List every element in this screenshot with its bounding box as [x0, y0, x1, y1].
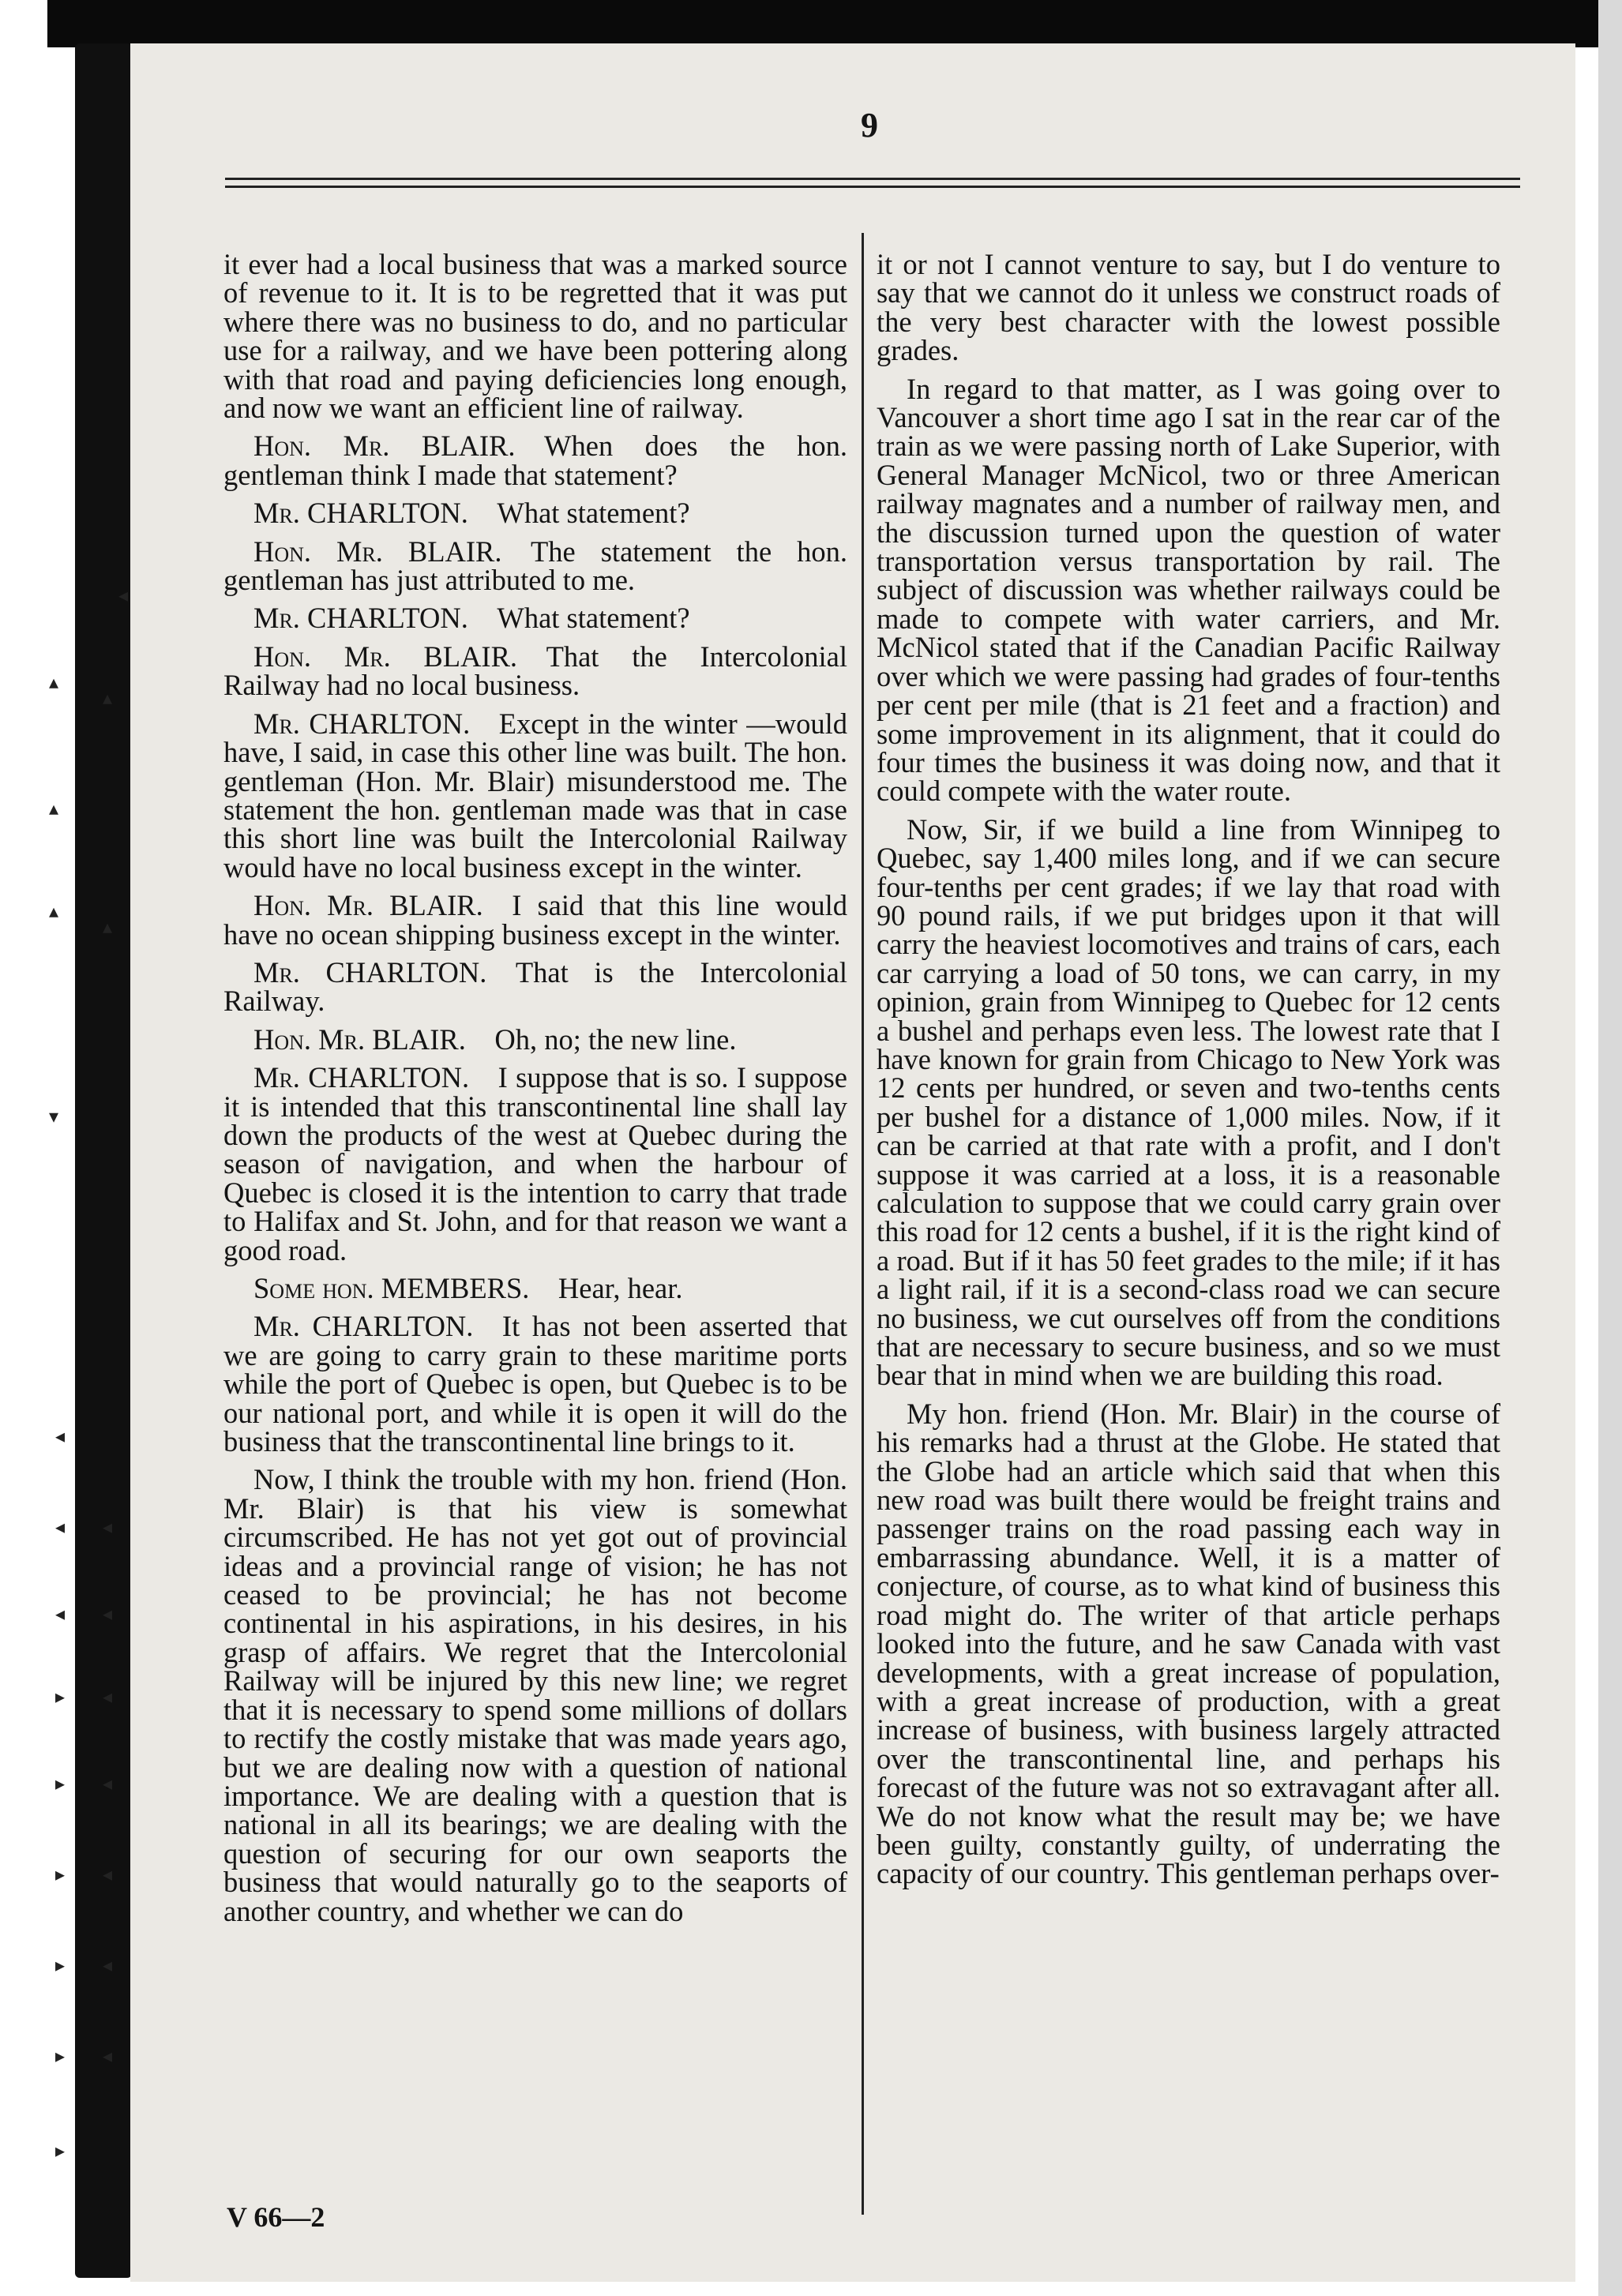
paragraph: [877, 250, 1500, 366]
paragraph: [223, 1022, 847, 1056]
paragraph: [223, 1274, 847, 1303]
speaker-name: Hon. Mr. BLAIR.: [253, 535, 502, 568]
paragraph-text: That is the Intercolonial Railway.: [223, 955, 847, 1018]
margin-mark: ◂: [118, 584, 129, 606]
margin-mark: ◂: [103, 2045, 113, 2067]
paragraph: [223, 432, 847, 490]
speaker-name: Mr. CHARLTON.: [253, 602, 468, 635]
paragraph: [223, 1465, 847, 1926]
left-column: [223, 250, 847, 1935]
paragraph-text: What statement?: [497, 497, 690, 530]
paragraph: [877, 1397, 1500, 1890]
margin-mark: ▸: [55, 1954, 66, 1976]
scan-border-right: [1598, 0, 1622, 2296]
margin-mark: ▸: [55, 1863, 66, 1885]
paragraph-text: I suppose that is so. I suppose it is intended that this transcontinental line shall lay down the products of the west at Quebec during the season of navigation, and when the harbour of Quebec is closed it is the intention to carry that trade to Halifax and St. John, and for that reason we want a good road.: [223, 1061, 847, 1266]
paragraph: [223, 1061, 847, 1266]
paragraph-text: Except in the winter —would have, I said, in case this other line was built. The hon. gentleman (Hon. Mr. Blair) misunderstood me. The statement the hon. gentleman made was that in case this short line was built the Intercolonial Railway would have no local business except in the winter.: [223, 707, 847, 884]
paragraph-text: The statement the hon. gentleman has just attributed to me.: [223, 535, 847, 597]
paragraph: [877, 372, 1500, 808]
speaker-name: Hon. Mr. BLAIR.: [253, 1022, 466, 1056]
margin-mark: ▸: [55, 1773, 66, 1795]
paragraph-text: it or not I cannot venture to say, but I do venture to say that we cannot do it unless we construct roads of the very best character with the lowest possible grades.: [877, 248, 1500, 367]
margin-mark: ▴: [49, 671, 59, 693]
paragraph: [223, 497, 847, 530]
margin-mark: ◂: [103, 1863, 113, 1885]
margin-mark: ◂: [55, 1516, 66, 1538]
paragraph: [223, 248, 847, 425]
speaker-name: Some hon. MEMBERS.: [253, 1272, 530, 1304]
paragraph-text: That the Intercolonial Railway had no local business.: [223, 640, 847, 702]
paragraph-text: Oh, no; the new line.: [494, 1022, 737, 1056]
paragraph: [223, 535, 847, 597]
speaker-name: Hon. Mr. BLAIR.: [253, 640, 518, 673]
speaker-name: Mr. CHARLTON.: [253, 955, 487, 989]
margin-mark: ◂: [103, 1954, 113, 1976]
margin-mark: ◂: [103, 1773, 113, 1795]
paragraph-text: Hear, hear.: [558, 1272, 683, 1304]
paragraph: [223, 640, 847, 702]
paragraph: [877, 812, 1500, 1392]
speaker-name: Mr. CHARLTON.: [253, 497, 468, 530]
margin-mark: ▸: [55, 2045, 66, 2067]
speaker-name: Hon. Mr. BLAIR.: [253, 889, 483, 922]
header-rule-bottom: [225, 186, 1520, 188]
paragraph-text: What statement?: [497, 602, 690, 635]
paragraph-text: When does the hon. gentleman think I made that statement?: [223, 430, 847, 491]
paragraph-text: In regard to that matter, as I was going over to Vancouver a short time ago I sat in the rear car of the train as we were passing north of Lake Superior, with General Manager McNicol, two or three American railway magnates and a number of railway men, and the discussion turned upon the question of water transportation versus transportation by rail. The subject of discussion was whether railways could be made to compete with water carriers, and Mr. McNicol stated that if the Canadian Pacific Railway over which we were passing had grades of four-tenths per cent per mile (that is 21 feet and a fraction) and some improvement in its alignment, that it could do four times the business it was doing now, and that it could compete with the water route.: [877, 372, 1500, 808]
paragraph: [223, 1312, 847, 1456]
margin-marks: [0, 0, 130, 2296]
page-number: 9: [861, 106, 878, 144]
speaker-name: Hon. Mr. BLAIR.: [253, 430, 516, 463]
margin-mark: ◂: [103, 1516, 113, 1538]
margin-mark: ▾: [49, 1105, 59, 1127]
scan-border-top: [0, 0, 1622, 47]
paragraph-text: My hon. friend (Hon. Mr. Blair) in the course of his remarks had a thrust at the Globe. He stated that the Globe had an article which said that when this new road was built there would be freight trains and passenger trains on the road passing each way in embarrassing abundance. Well, it is a matter of conjecture, of course, as to what kind of business this road might do. The writer of that article perhaps looked into the future, and he saw Canada with vast developments, with a great increase of population, with a great increase of production, with a great increase of business, with business largely attracted over the transcontinental line, and perhaps his forecast of the future was not so extravagant after all. We do not know what the result may be; we have been guilty, constantly guilty, of underrating the capacity of our country. This gentleman perhaps over-: [877, 1397, 1500, 1890]
paragraph: [223, 707, 847, 884]
paragraph: [223, 955, 847, 1018]
paragraph-text: it ever had a local business that was a marked source of revenue to it. It is to be regretted that it was put where there was no business to do, and no particular use for a railway, and we have been pottering along with that road and paying deficiencies long enough, and now we want an efficient line of railway.: [223, 248, 847, 425]
header-rule-top: [225, 178, 1520, 180]
paragraph: [223, 602, 847, 635]
margin-mark: ◂: [103, 1603, 113, 1625]
paragraph-text: Now, Sir, if we build a line from Winnipeg to Quebec, say 1,400 miles long, and if we can secure four-tenths per cent grades; if we lay that road with 90 pound rails, if we put bridges upon it that will carry the heaviest locomotives and trains of cars, each car carrying a load of 50 tons, we can carry, in my opinion, grain from Winnipeg to Quebec for 12 cents a bushel and perhaps even less. The lowest rate that I have known for grain from Chicago to New York was 12 cents per hundred, or seven and two-tenths cents per bushel for a distance of 1,000 miles. Now, if it can be carried at that rate with a profit, and I don't suppose it was carried at a loss, it is a reasonable calculation to suppose that we could carry grain over this road for 12 cents a bushel, if it is the right kind of a road. But if it has 50 feet grades to the mile; if it has a light rail, if it is a second-class road we can secure no business, we cut ourselves off from the conditions that are necessary to secure business, and so we must bear that in mind when we are building this road.: [877, 812, 1500, 1392]
paragraph: [223, 891, 847, 949]
paragraph-text: I said that this line would have no ocean shipping business except in the winter.: [223, 889, 847, 951]
margin-mark: ▴: [49, 900, 59, 922]
margin-mark: ▸: [55, 1686, 66, 1708]
margin-mark: ▴: [103, 687, 113, 709]
column-divider: [862, 233, 864, 2215]
document-page: [130, 43, 1575, 2282]
right-column: [877, 250, 1500, 1898]
margin-mark: ▸: [55, 2140, 66, 2162]
footer-signature: V 66—2: [227, 2201, 325, 2233]
margin-mark: ◂: [55, 1603, 66, 1625]
speaker-name: Mr. CHARLTON.: [253, 707, 471, 740]
margin-mark: ▴: [49, 797, 59, 820]
speaker-name: Mr. CHARLTON.: [253, 1061, 470, 1094]
speaker-name: Mr. CHARLTON.: [253, 1310, 474, 1343]
paragraph-text: Now, I think the trouble with my hon. friend (Hon. Mr. Blair) is that his view is somewhat circumscribed. He has not yet got out of provincial ideas and a provincial range of vision; he has not ceased to be provincial; he has not become continental in his aspirations, in his desires, in his grasp of affairs. We regret that the Intercolonial Railway will be injured by this new line; we regret that it is necessary to spend some millions of dollars to rectify the costly mistake that was made years ago, but we are dealing now with a question of national importance. We are dealing with a question that is national in all its bearings; we are dealing with the question of securing for our own seaports the business that would naturally go to the seaports of another country, and whether we can do: [223, 1463, 847, 1927]
paragraph-text: It has not been asserted that we are going to carry grain to these maritime ports while the port of Quebec is open, but Quebec is to be our national port, and while it is open it will do the business that the transcontinental line brings to it.: [223, 1310, 847, 1458]
margin-mark: ▴: [103, 916, 113, 938]
margin-mark: ◂: [55, 1425, 66, 1447]
margin-mark: ◂: [103, 1686, 113, 1708]
